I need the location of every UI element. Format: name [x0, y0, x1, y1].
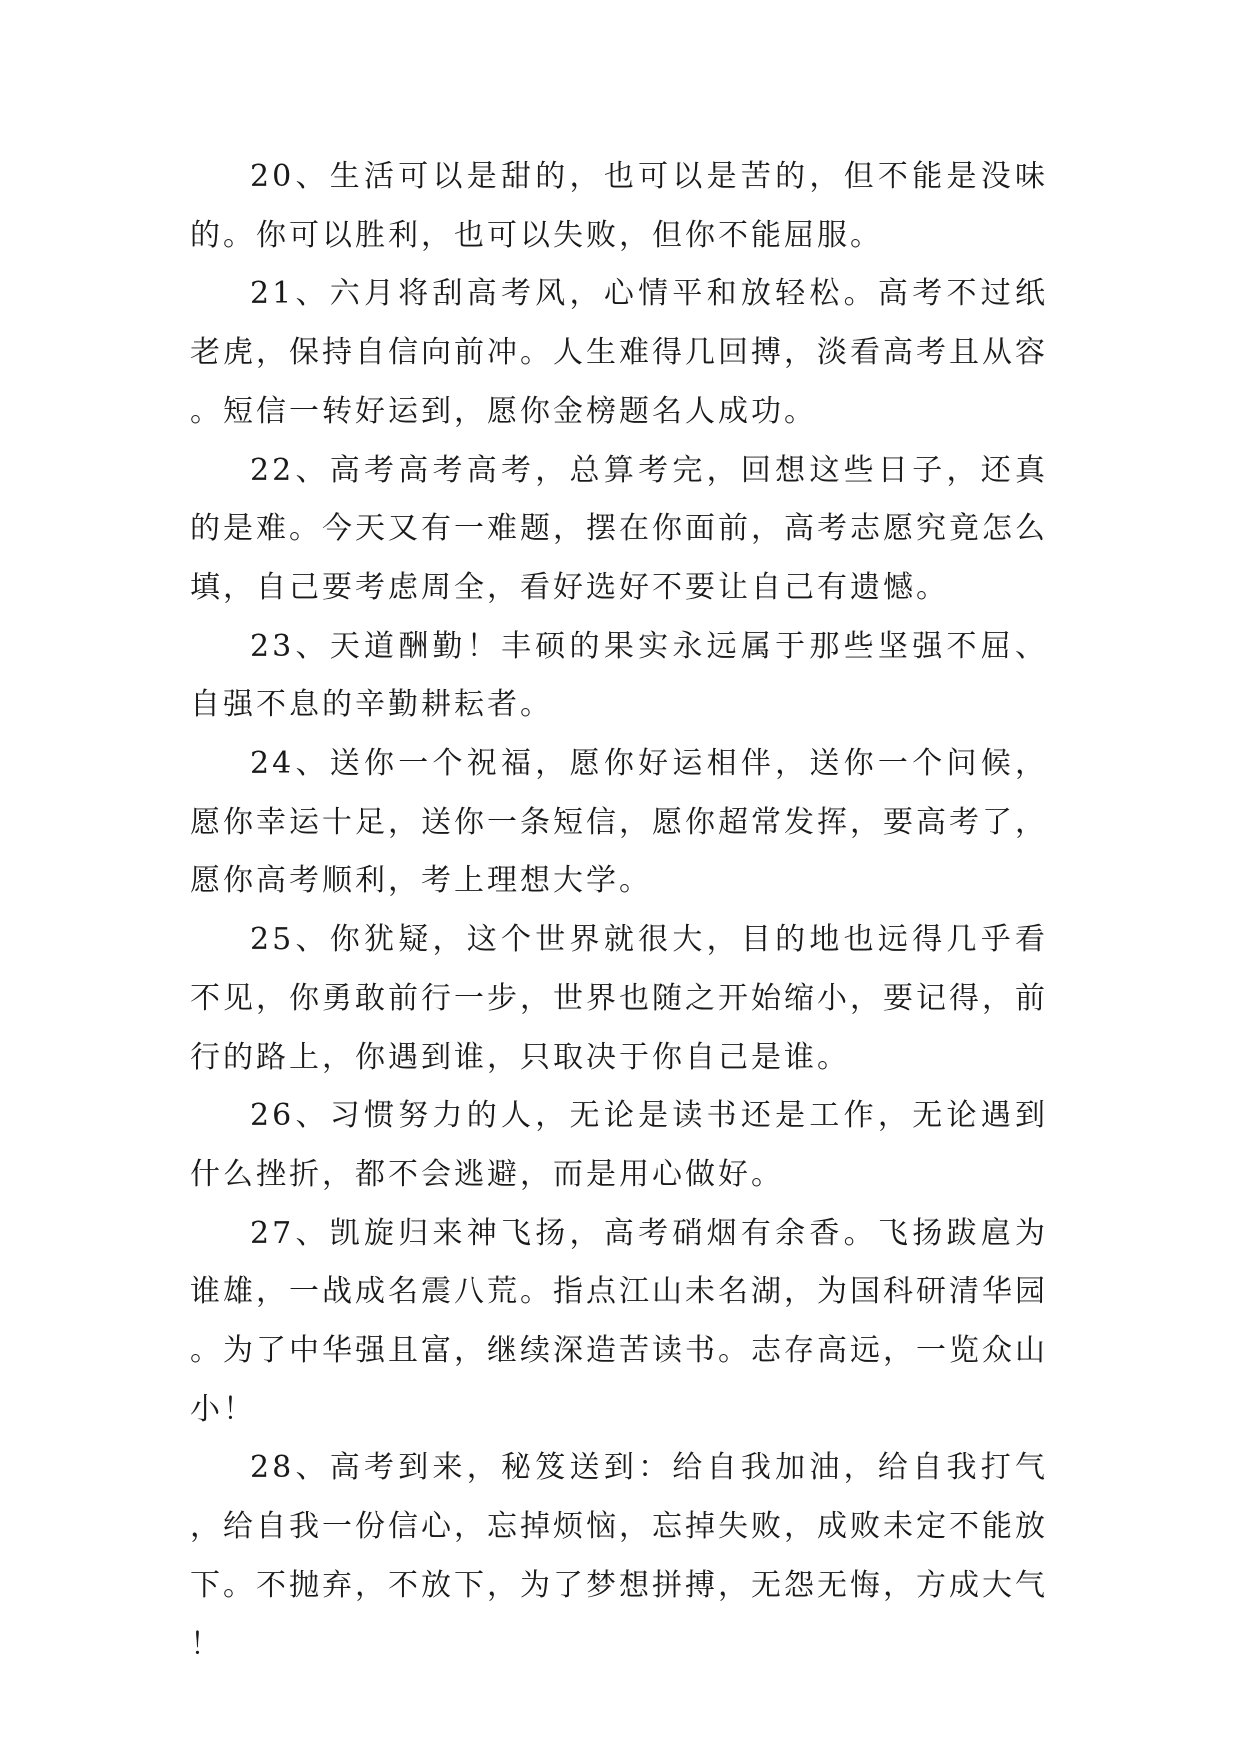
paragraph-25: 25、你犹疑，这个世界就很大，目的地也远得几乎看不见，你勇敢前行一步，世界也随之开始缩小，要记得，前行的路上，你遇到谁，只取决于你自己是谁。	[190, 922, 1048, 1075]
paragraph-24: 24、送你一个祝福，愿你好运相伴，送你一个问候，愿你幸运十足，送你一条短信，愿你超常发挥，要高考了，愿你高考顺利，考上理想大学。	[190, 746, 1048, 899]
paragraph-26: 26、习惯努力的人，无论是读书还是工作，无论遇到什么挫折，都不会逃避，而是用心做好。	[190, 1098, 1048, 1192]
document-page	[190, 148, 1048, 1674]
paragraph-27: 27、凯旋归来神飞扬，高考硝烟有余香。飞扬跋扈为谁雄，一战成名震八荒。指点江山未名湖，为国科研清华园。为了中华强且富，继续深造苦读书。志存高远，一览众山小！	[190, 1215, 1048, 1427]
paragraph-21: 21、六月将刮高考风，心情平和放轻松。高考不过纸老虎，保持自信向前冲。人生难得几回搏，淡看高考且从容。短信一转好运到，愿你金榜题名人成功。	[190, 276, 1048, 429]
paragraph-28: 28、高考到来，秘笈送到：给自我加油，给自我打气，给自我一份信心，忘掉烦恼，忘掉失败，成败未定不能放下。不抛弃，不放下，为了梦想拼搏，无怨无悔，方成大气！	[190, 1450, 1048, 1662]
paragraph-22: 22、高考高考高考，总算考完，回想这些日子，还真的是难。今天又有一难题，摆在你面前，高考志愿究竟怎么填，自己要考虑周全，看好选好不要让自己有遗憾。	[190, 452, 1048, 605]
paragraph-20: 20、生活可以是甜的，也可以是苦的，但不能是没味的。你可以胜利，也可以失败，但你不能屈服。	[190, 159, 1048, 253]
paragraph-23: 23、天道酬勤！丰硕的果实永远属于那些坚强不屈、自强不息的辛勤耕耘者。	[190, 628, 1048, 723]
